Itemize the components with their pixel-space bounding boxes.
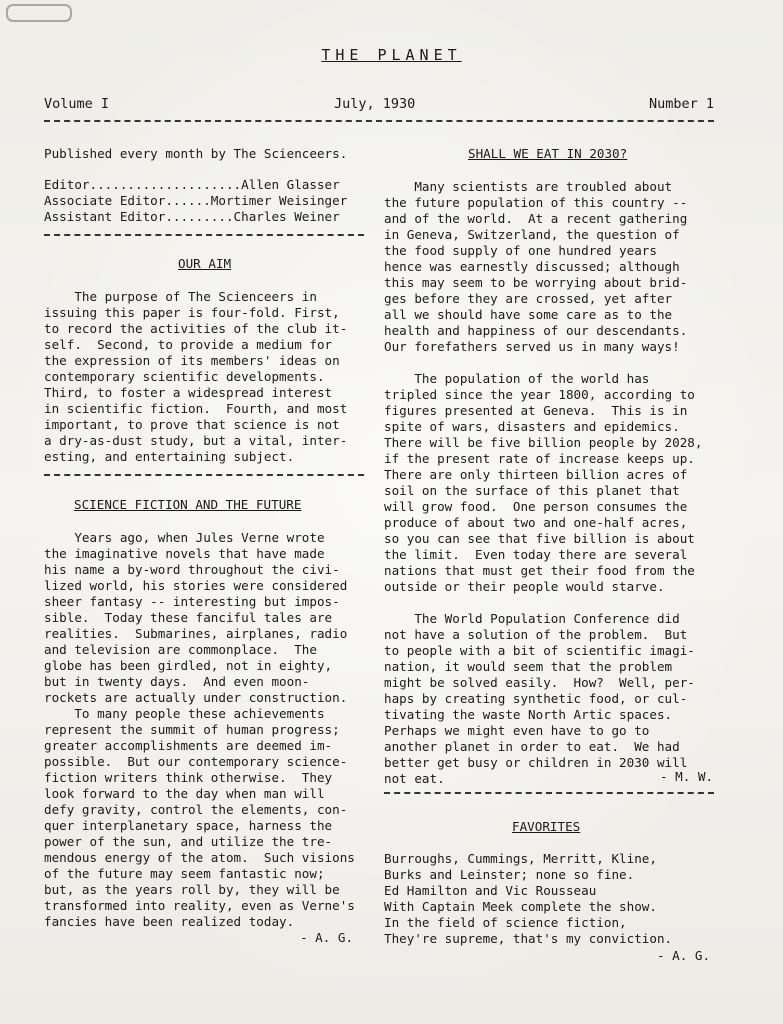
text-line: issuing this paper is four-fold. First,	[44, 305, 340, 320]
shall-we-eat-rule	[384, 792, 714, 794]
text-line: the food supply of one hundred years	[384, 243, 657, 258]
poem-line: In the field of science fiction,	[384, 915, 627, 930]
text-line: and television are commonplace. The	[44, 642, 317, 657]
text-line: fancies have been realized today.	[44, 914, 295, 929]
issue-info	[44, 96, 714, 114]
text-line: There are only thirteen billion acres of	[384, 467, 688, 482]
text-line: the future population of this country --	[384, 195, 688, 210]
text-line: tivating the waste North Artic spaces.	[384, 707, 673, 722]
staff-rule	[44, 234, 364, 236]
text-line: defy gravity, control the elements, con-	[44, 802, 348, 817]
text-line: so you can see that five billion is about	[384, 531, 695, 546]
poem-line: Ed Hamilton and Vic Rousseau	[384, 883, 597, 898]
text-line	[384, 595, 702, 611]
text-line: To many people these achievements	[44, 706, 325, 721]
poem-line: Burks and Leinster; none so fine.	[384, 867, 635, 882]
text-line: look forward to the day when man will	[44, 786, 325, 801]
text-line: The World Population Conference did	[384, 611, 680, 626]
text-line: soil on the surface of this planet that	[384, 483, 680, 498]
text-line: the limit. Even today there are several	[384, 547, 688, 562]
text-line: represent the summit of human progress;	[44, 722, 340, 737]
text-line: realities. Submarines, airplanes, radio	[44, 626, 348, 641]
published-notice: Published every month by The Scienceers.	[44, 146, 348, 161]
text-line: rockets are actually under construction.	[44, 690, 348, 705]
text-line: power of the sun, and utilize the tre-	[44, 834, 333, 849]
our-aim-rule	[44, 474, 364, 476]
text-line: all we should have some care as to the	[384, 307, 673, 322]
text-line: haps by creating synthetic food, or cul-	[384, 691, 688, 706]
text-line: a dry-as-dust study, but a vital, inter-	[44, 433, 348, 448]
text-line	[384, 355, 702, 371]
text-line: not have a solution of the problem. But	[384, 627, 688, 642]
shall-we-eat-signature: - M. W.	[660, 769, 714, 784]
science-fiction-signature: - A. G.	[300, 930, 354, 945]
text-line: greater accomplishments are deemed im-	[44, 738, 333, 753]
staff-line: Editor....................Allen Glasser	[44, 177, 340, 192]
text-line: Our forefathers served us in many ways!	[384, 339, 680, 354]
text-line: The population of the world has	[384, 371, 650, 386]
text-line: self. Second, to provide a medium for	[44, 337, 333, 352]
text-line: might be solved easily. How? Well, per-	[384, 675, 695, 690]
text-line: to record the activities of the club it-	[44, 321, 348, 336]
science-fiction-heading: SCIENCE FICTION AND THE FUTURE	[74, 497, 302, 512]
text-line: but, as the years roll by, they will be	[44, 882, 340, 897]
text-line: hence was earnestly discussed; although	[384, 259, 680, 274]
volume-label: Volume I	[44, 96, 110, 112]
text-line: lized world, his stories were considered	[44, 578, 348, 593]
issue-number: Number 1	[648, 96, 714, 112]
text-line: the imaginative novels that have made	[44, 546, 325, 561]
text-line: the expression of its members' ideas on	[44, 353, 340, 368]
text-line: globe has been girdled, not in eighty,	[44, 658, 333, 673]
text-line: of the future may seem fantastic now;	[44, 866, 325, 881]
text-line: another planet in order to eat. We had	[384, 739, 680, 754]
text-line: better get busy or children in 2030 will	[384, 755, 688, 770]
text-line: and of the world. At a recent gathering	[384, 211, 688, 226]
text-line: Third, to foster a widespread interest	[44, 385, 333, 400]
text-line: figures presented at Geneva. This is in	[384, 403, 688, 418]
text-line: important, to prove that science is not	[44, 417, 340, 432]
text-line: but in twenty days. And even moon-	[44, 674, 310, 689]
favorites-signature: - A. G.	[657, 948, 711, 963]
masthead-title: THE PLANET	[321, 46, 462, 64]
text-line: quer interplanetary space, harness the	[44, 818, 333, 833]
issue-date: July, 1930	[334, 96, 416, 112]
text-line: sible. Today these fanciful tales are	[44, 610, 333, 625]
text-line: to people with a bit of scientific imagi-	[384, 643, 695, 658]
text-line: spite of wars, disasters and epidemics.	[384, 419, 680, 434]
paper-clip-mark	[6, 4, 72, 22]
text-line: in scientific fiction. Fourth, and most	[44, 401, 348, 416]
text-line: Years ago, when Jules Verne wrote	[44, 530, 325, 545]
text-line: produce of about two and one-half acres,	[384, 515, 688, 530]
text-line: will grow food. One person consumes the	[384, 499, 688, 514]
poem-line: They're supreme, that's my conviction.	[384, 931, 673, 946]
text-line: ges before they are crossed, yet after	[384, 291, 673, 306]
text-line: Many scientists are troubled about	[384, 179, 673, 194]
header-rule	[44, 120, 714, 122]
science-fiction-body	[44, 530, 355, 930]
favorites-poem	[384, 851, 672, 947]
text-line: There will be five billion people by 2028,	[384, 435, 703, 450]
shall-we-eat-body	[384, 179, 702, 787]
text-line: mendous energy of the atom. Such visions	[44, 850, 355, 865]
text-line: sheer fantasy -- interesting but impos-	[44, 594, 340, 609]
text-line: possible. But our contemporary science-	[44, 754, 348, 769]
favorites-heading: FAVORITES	[512, 819, 581, 834]
our-aim-heading: OUR AIM	[178, 256, 232, 271]
text-line: fiction writers think otherwise. They	[44, 770, 333, 785]
shall-we-eat-heading: SHALL WE EAT IN 2030?	[468, 146, 628, 161]
text-line: this may seem to be worrying about brid-	[384, 275, 688, 290]
staff-list	[44, 177, 347, 225]
staff-line: Assistant Editor.........Charles Weiner	[44, 209, 340, 224]
poem-line: Burroughs, Cummings, Merritt, Kline,	[384, 851, 657, 866]
our-aim-body	[44, 289, 347, 465]
text-line: not eat.	[384, 771, 445, 786]
text-line: The purpose of The Scienceers in	[44, 289, 317, 304]
text-line: nations that must get their food from the	[384, 563, 695, 578]
poem-line: With Captain Meek complete the show.	[384, 899, 657, 914]
text-line: tripled since the year 1800, according to	[384, 387, 695, 402]
text-line: outside or their people would starve.	[384, 579, 665, 594]
text-line: in Geneva, Switzerland, the question of	[384, 227, 680, 242]
text-line: esting, and entertaining subject.	[44, 449, 295, 464]
text-line: Perhaps we might even have to go to	[384, 723, 650, 738]
text-line: his name a by-word throughout the civi-	[44, 562, 340, 577]
text-line: contemporary scientific developments.	[44, 369, 325, 384]
text-line: transformed into reality, even as Verne's	[44, 898, 355, 913]
text-line: health and happiness of our descendants.	[384, 323, 688, 338]
staff-line: Associate Editor......Mortimer Weisinger	[44, 193, 348, 208]
text-line: nation, it would seem that the problem	[384, 659, 673, 674]
text-line: if the present rate of increase keeps up.	[384, 451, 695, 466]
